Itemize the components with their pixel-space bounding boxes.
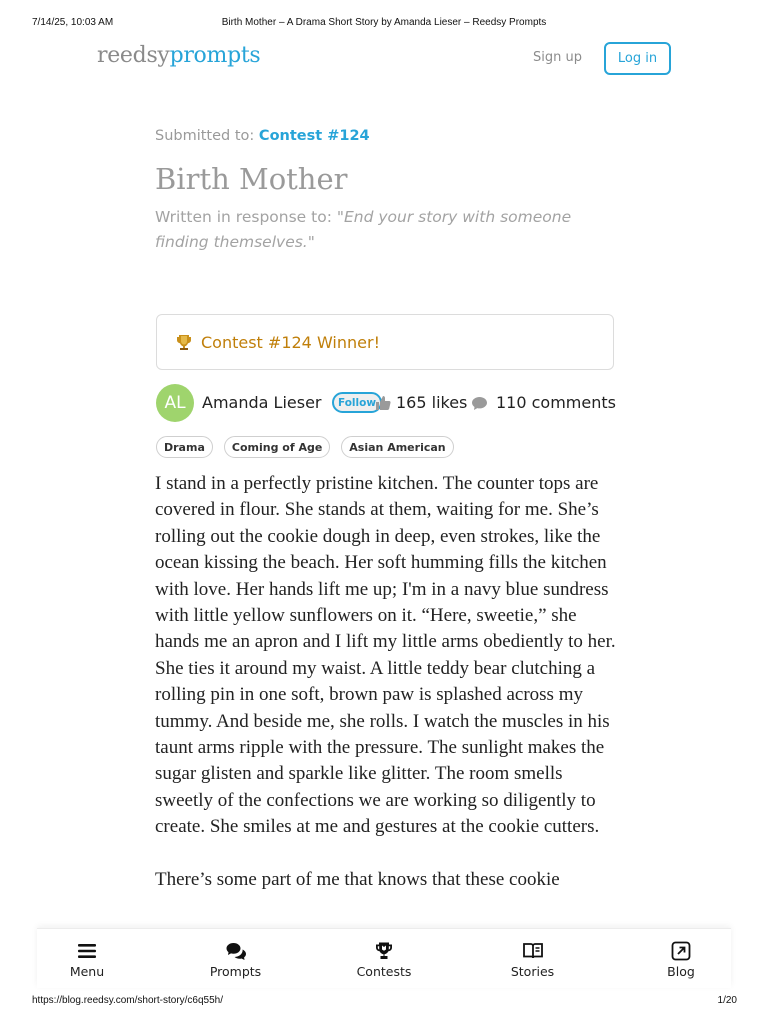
trophy-icon bbox=[373, 941, 395, 961]
print-page-title: Birth Mother – A Drama Short Story by Amanda Lieser – Reedsy Prompts bbox=[221, 17, 547, 28]
story-title: Birth Mother bbox=[155, 162, 348, 196]
tag-coming-of-age[interactable]: Coming of Age bbox=[224, 436, 330, 458]
winner-banner bbox=[156, 314, 614, 370]
tag-drama[interactable]: Drama bbox=[156, 436, 213, 458]
submitted-to bbox=[155, 128, 370, 144]
nav-label: Blog bbox=[667, 964, 695, 979]
response-label: Written in response to: bbox=[155, 208, 332, 226]
menu-icon bbox=[76, 941, 98, 961]
nav-prompts[interactable] bbox=[200, 929, 272, 988]
nav-label: Stories bbox=[510, 964, 555, 979]
tag-asian-american[interactable]: Asian American bbox=[341, 436, 453, 458]
nav-label: Contests bbox=[356, 964, 412, 979]
comments-count: 110 comments bbox=[496, 393, 616, 412]
logo-part-reedsy: reedsy bbox=[97, 43, 170, 68]
likes-count: 165 likes bbox=[396, 393, 468, 412]
print-datetime: 7/14/25, 10:03 AM bbox=[32, 17, 114, 28]
prompt-text[interactable]: "End your story with someone finding themselves." bbox=[155, 208, 572, 251]
print-url: https://blog.reedsy.com/short-story/c6q55h/ bbox=[32, 995, 224, 1006]
nav-menu[interactable] bbox=[51, 929, 123, 988]
nav-stories[interactable] bbox=[497, 929, 569, 988]
comment-icon[interactable] bbox=[471, 395, 488, 411]
reedsy-prompts-logo[interactable] bbox=[97, 43, 260, 68]
book-icon bbox=[522, 941, 544, 961]
nav-blog[interactable] bbox=[645, 929, 717, 988]
trophy-icon bbox=[175, 333, 193, 351]
prompt-response bbox=[155, 205, 615, 255]
tag-list bbox=[156, 436, 454, 458]
thumbs-up-icon[interactable] bbox=[374, 394, 392, 412]
author-row bbox=[156, 384, 616, 422]
winner-text: Contest #124 Winner! bbox=[201, 332, 380, 352]
print-footer bbox=[0, 995, 768, 1009]
print-header bbox=[0, 17, 768, 31]
external-link-icon bbox=[670, 941, 692, 961]
logo-part-prompts: prompts bbox=[169, 43, 261, 68]
avatar[interactable]: AL bbox=[156, 384, 194, 422]
contest-link[interactable]: Contest #124 bbox=[258, 128, 370, 144]
follow-button[interactable]: Follow bbox=[332, 392, 382, 413]
bottom-nav bbox=[37, 928, 731, 988]
chat-bubbles-icon bbox=[225, 941, 247, 961]
nav-contests[interactable] bbox=[348, 929, 420, 988]
nav-label: Menu bbox=[69, 964, 105, 979]
sign-up-link[interactable]: Sign up bbox=[533, 50, 582, 65]
author-name-link[interactable]: Amanda Lieser bbox=[202, 393, 322, 412]
print-page-number: 1/20 bbox=[717, 995, 737, 1006]
submitted-label: Submitted to: bbox=[155, 128, 255, 144]
story-body bbox=[155, 471, 617, 919]
story-paragraph: I stand in a perfectly pristine kitchen. The counter tops are covered in flour. She stands at them, waiting for me. She’s rolling out the cookie dough in deep, even strokes, like the ocean kissing the beach. Her soft humming fills the kitchen with love. Her hands lift me up; I'm in a navy blue sundress with little yellow sunflowers on it. “Here, sweetie,” she hands me an apron and I lift my little arms obediently to her. She ties it around my waist. A little teddy bear clutching a rolling pin in one soft, brown paw is splashed across my tummy. And beside me, she rolls. I watch the muscles in his taunt arms ripple with the pressure. The sunlight makes the sugar glisten and sparkle like glitter. The room smells sweetly of the confections we are working so diligently to create. She smiles at me and gestures at the cookie cutters. bbox=[155, 473, 616, 838]
nav-label: Prompts bbox=[209, 964, 262, 979]
story-paragraph: There’s some part of me that knows that these cookie bbox=[155, 868, 560, 890]
log-in-button[interactable]: Log in bbox=[604, 42, 671, 75]
